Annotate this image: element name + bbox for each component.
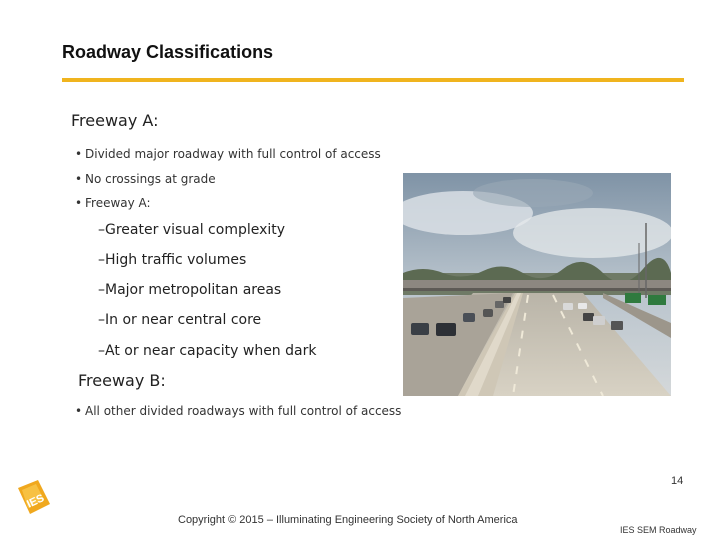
freeway-b-heading: Freeway B: (78, 371, 166, 390)
slide-title: Roadway Classifications (62, 42, 274, 62)
page-number: 14 (671, 475, 684, 487)
freeway-photo (403, 173, 671, 396)
bullet-item: • All other divided roadways with full control of access (75, 404, 402, 418)
sub-bullet-item: –In or near central core (98, 312, 262, 328)
sub-bullet-item: –Major metropolitan areas (98, 282, 282, 298)
footer-label: IES SEM Roadway (620, 525, 697, 535)
svg-text:IES: IES (25, 492, 47, 511)
sub-bullet-item: –Greater visual complexity (98, 222, 286, 238)
sub-bullet-item: –High traffic volumes (98, 252, 247, 268)
bullet-item: • Divided major roadway with full control of access (75, 147, 381, 161)
freeway-a-heading: Freeway A: (71, 111, 159, 130)
bullet-item: • No crossings at grade (75, 172, 216, 186)
title-underline (62, 78, 684, 82)
copyright-text: Copyright © 2015 – Illuminating Engineering Society of North America (178, 514, 518, 526)
sub-bullet-item: –At or near capacity when dark (98, 343, 317, 359)
ies-logo (14, 478, 54, 518)
bullet-item: • Freeway A: (75, 196, 151, 210)
